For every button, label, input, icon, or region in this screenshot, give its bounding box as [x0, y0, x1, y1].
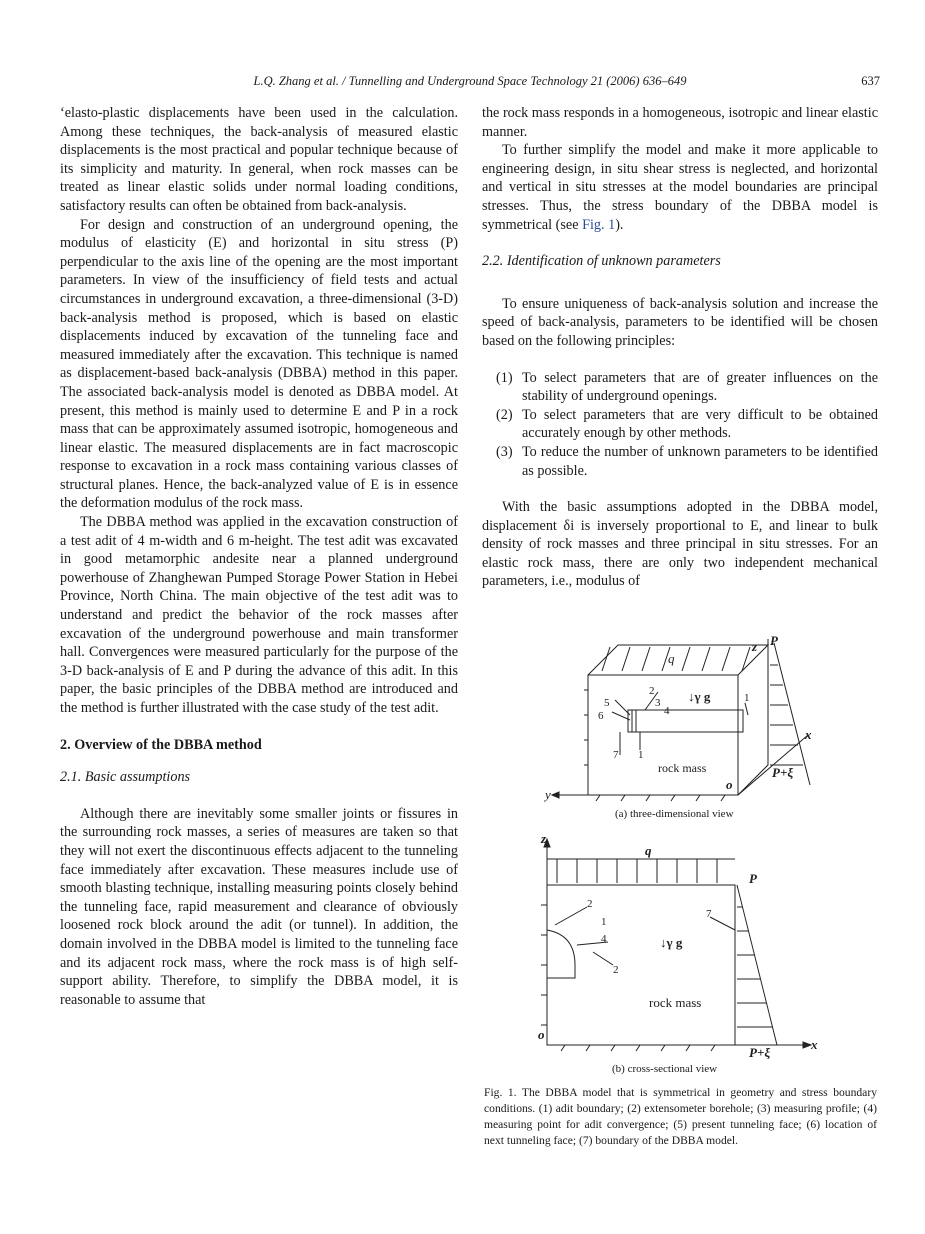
label-1b: 1: [744, 692, 750, 704]
label-7: 7: [613, 749, 619, 761]
label-o: o: [538, 1027, 545, 1042]
label-rock-mass: rock mass: [658, 761, 707, 775]
label-2-top: 2: [587, 898, 593, 910]
left-column: [60, 104, 458, 1009]
label-q: q: [645, 843, 652, 858]
label-5: 5: [604, 697, 610, 709]
running-head: [60, 74, 880, 92]
label-z: z: [541, 835, 547, 846]
figure-3d-svg: [540, 635, 825, 805]
top-load-arrows: [557, 859, 717, 883]
label-z: z: [752, 639, 758, 654]
label-y: y: [545, 787, 551, 802]
paragraph: Although there are inevitably some smaller joints or fissures in the surrounding rock masses, a series of measures are taken so that they will not exert the discontinuous effects adjacent to the tunneling face immediately after excavation. These measures include use of smooth blasting technique, installing measuring points closely behind the tunneling face, rapid measurement and clearance of obviously loosened rock block around the adit (or tunnel). In addition, the domain involved in the DBBA model is limited to the tunneling face and its adjacent rock mass, where the rock mass is of high self-support ability. Therefore, to simplify the DBBA model, it is reasonable to assume that: [60, 805, 458, 1008]
list-text: To select parameters that are of greater influences on the stability of underground openings.: [522, 369, 878, 405]
section-title: 2. Overview of the DBBA method: [60, 736, 262, 753]
figure-b-label: (b) cross-sectional view: [612, 1063, 718, 1075]
paragraph: the rock mass responds in a homogeneous, isotropic and linear elastic manner.: [482, 105, 878, 140]
figure-a-label: (a) three-dimensional view: [615, 808, 734, 820]
label-p: P: [749, 871, 757, 886]
list-item: [482, 406, 878, 443]
label-x: x: [805, 727, 812, 742]
label-6: 6: [598, 710, 604, 722]
list-text: To reduce the number of unknown parameters to be identified as possible.: [522, 443, 878, 479]
load-line-p: [774, 643, 810, 785]
list-item: [482, 443, 878, 480]
principles-list: [482, 369, 878, 481]
figure-caption: Fig. 1. The DBBA model that is symmetrical in geometry and stress boundary conditions. (1) adit boundary; (2) extensometer borehole; (3) measuring profile; (4) measuring point for adit convergence; (5) present tunneling face; (6) location of next tunneling face; (7) boundary of the DBBA model.: [484, 1086, 877, 1147]
list-text: To select parameters that are very difficult to be obtained accurately enough by other methods.: [522, 406, 878, 442]
paragraph: To ensure uniqueness of back-analysis solution and increase the speed of back-analysis, parameters to be identified will be chosen based on the following principles:: [482, 295, 878, 349]
paragraph: For design and construction of an underground opening, the modulus of elasticity (E) and horizontal in situ stress (P) perpendicular to the axis line of the opening are the most important parameters. In view of the insufficiency of field tests and actual circumstances in underground excavation, a three-dimensional (3-D) back-analysis method is proposed, which is based on elastic displacements induced by excavation of the tunneling face and measured immediately after the excavation. This technique is named as displacement-based back-analysis (DBBA) method in this paper. The associated back-analysis model is denoted as DBBA model. At present, this method is mainly used to determine E and P in a rock mass that can be approximately assumed isotropic, homogeneous and linear elastic. The measured displacements are in fact macroscopic response to excavation in a rock mass containing various classes of structural planes. Hence, the back-analyzed value of E is in essence the deformation modulus of the rock mass.: [60, 216, 458, 512]
left-support-hatch: [541, 905, 547, 1025]
load-arrows-right: [770, 665, 803, 765]
list-number: (2): [496, 406, 513, 423]
left-support-hatch: [584, 690, 588, 765]
label-rock-mass: rock mass: [649, 995, 702, 1010]
list-item: [482, 369, 878, 406]
label-2: 2: [649, 685, 655, 697]
label-1: 1: [601, 916, 607, 928]
label-o: o: [726, 777, 733, 792]
x-axis-arrow: [803, 1042, 811, 1048]
paragraph: The DBBA method was applied in the excavation construction of a test adit of 4 m-width and 6 m-height. The test adit was excavated in good metamorphic andesite near a planned underground powerhouse of Zhanghewan Pumped Storage Power Station in Hebei Province, North China. The main objective of the test adit was to understand and predict the behavior of the rock masses after excavation of the underground powerhouse and main transformer hall. Convergences were measured particularly for the purpose of the 3-D back-analysis of E and P during the advance of this adit. In this paper, the basic principles of the DBBA method are introduced and the method is further illustrated with the case study of the test adit.: [60, 514, 458, 716]
front-face: [588, 675, 738, 795]
figure-3d-view: [540, 635, 825, 805]
label-gamma-g: ↓γ g: [688, 689, 711, 704]
label-3: 3: [655, 697, 661, 709]
list-number: (3): [496, 443, 513, 460]
label-gamma-g: ↓γ g: [660, 935, 683, 950]
figure-cross-section: [535, 835, 825, 1063]
adit-section: [547, 930, 575, 978]
running-head-text: L.Q. Zhang et al. / Tunnelling and Underground Space Technology 21 (2006) 636–649: [253, 74, 687, 88]
right-load-line: [737, 885, 777, 1045]
right-column: [482, 104, 878, 591]
text: To further simplify the model and make it more applicable to engineering design, in situ shear stress is neglected, and horizontal and vertical in situ stresses at the model boundaries are principal stresses. Thus, the stress boundary of the DBBA model is symmetrical (see: [482, 142, 878, 233]
label-p-xi: P+ξ: [749, 1045, 771, 1060]
label-p-xi: P+ξ: [772, 765, 794, 780]
text: ).: [615, 216, 624, 233]
y-axis-arrow: [552, 792, 559, 798]
label-2-bottom: 2: [613, 964, 619, 976]
label-4: 4: [664, 705, 670, 717]
subsection-title: 2.2. Identification of unknown parameters: [482, 253, 721, 270]
label-p: P: [770, 635, 778, 648]
label-x: x: [811, 1037, 818, 1052]
page-number: 637: [861, 74, 880, 88]
label-7: 7: [706, 908, 712, 920]
figure-link[interactable]: Fig. 1: [582, 216, 616, 233]
label-1a: 1: [638, 749, 644, 761]
subsection-title: 2.1. Basic assumptions: [60, 769, 191, 786]
bottom-support-hatch: [561, 1045, 715, 1051]
label-4: 4: [601, 933, 607, 945]
bottom-support-hatch: [596, 795, 725, 801]
paragraph: [482, 141, 878, 234]
list-number: (1): [496, 369, 513, 386]
adit: [628, 710, 743, 732]
label-q: q: [668, 651, 675, 666]
paragraph: ‘elasto-plastic displacements have been used in the calculation. Among these techniques, the back-analysis of measured elastic displacements is the most practical and popular technique because of its simplicity and maturity. In general, when rock masses can be treated as linear elastic solids under normal loading conditions, satisfactory results can often be obtained from back-analysis.: [60, 105, 458, 214]
paragraph: With the basic assumptions adopted in the DBBA model, displacement δi is inversely proportional to E, and linear to bulk density of rock masses and three principal in situ stresses. For an elastic rock mass, there are only two independent mechanical parameters, i.e., modulus of: [482, 499, 878, 590]
top-face: [588, 645, 768, 675]
figure-cross-section-svg: [535, 835, 825, 1063]
load-arrows-top: [602, 647, 750, 671]
